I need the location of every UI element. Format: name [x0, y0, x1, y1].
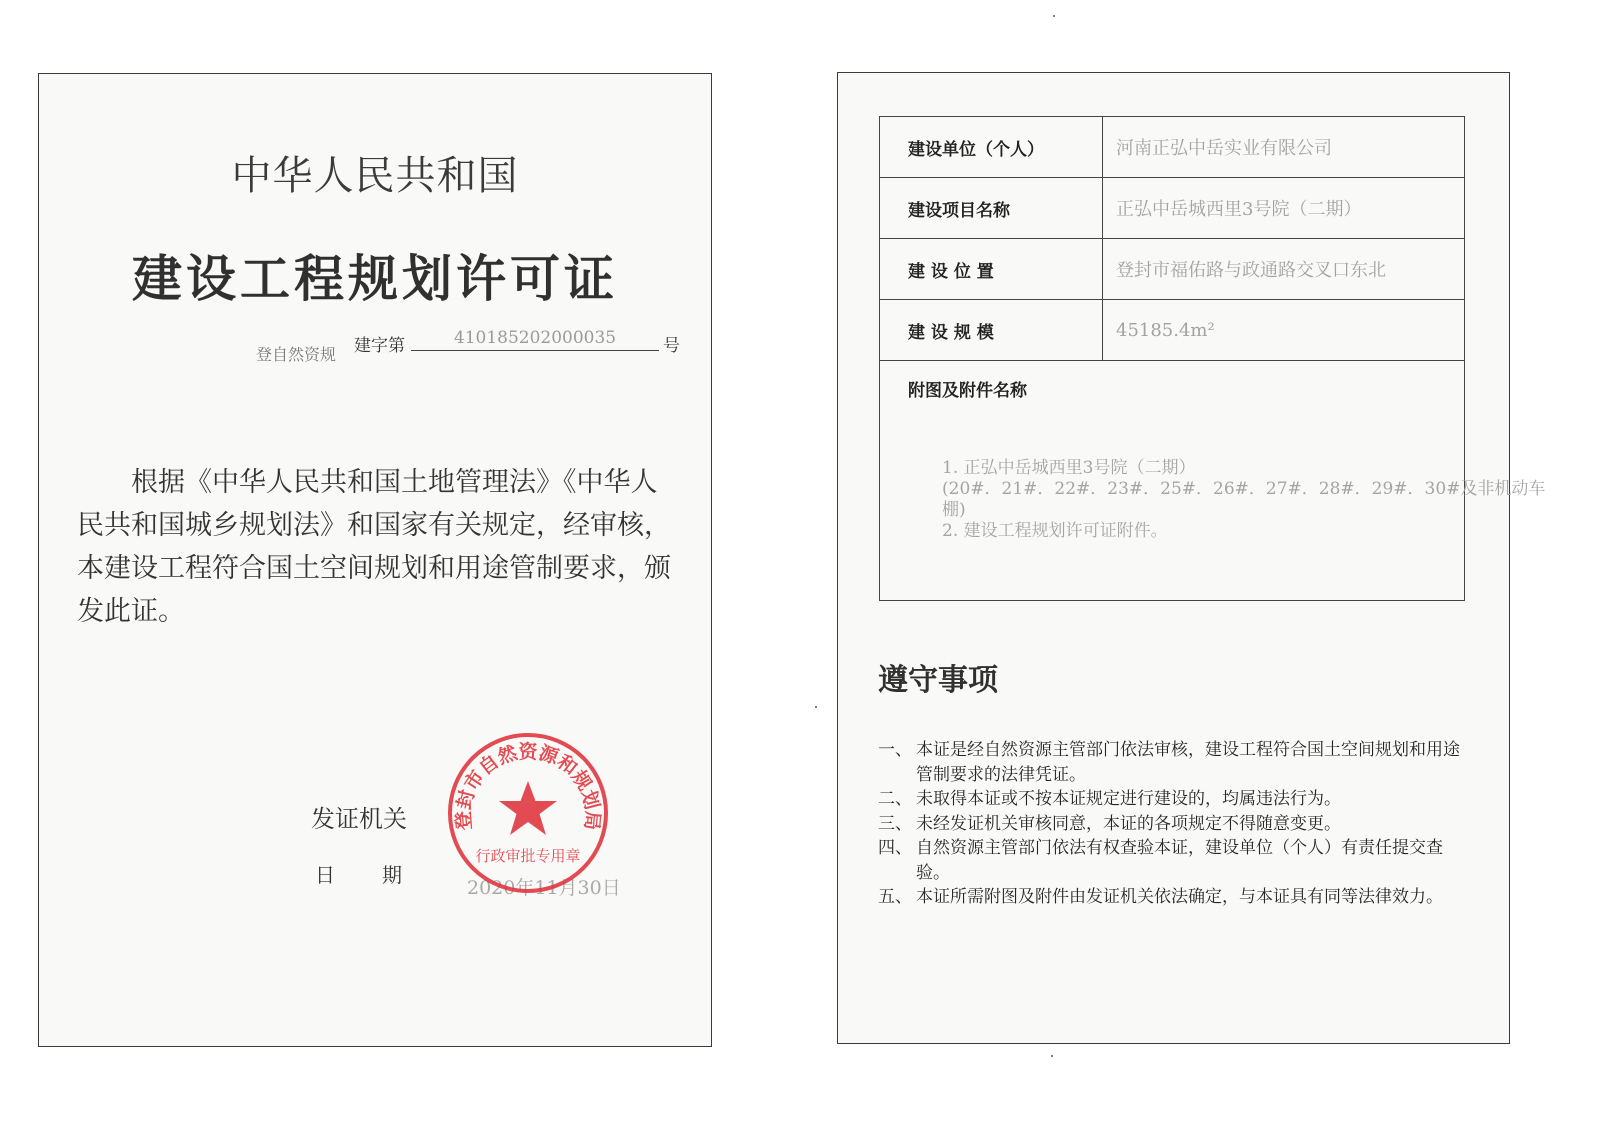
- row-label-scale: 建 设 规 模: [880, 300, 1103, 361]
- row-label-builder: 建设单位（个人）: [880, 117, 1103, 178]
- seal-star-icon: [499, 781, 557, 835]
- attachment-line: 2. 建设工程规划许可证附件。: [942, 521, 1168, 541]
- certificate-body: [77, 461, 677, 633]
- registration-suffix: 号: [663, 336, 680, 356]
- country-name: 中华人民共和国: [231, 153, 519, 199]
- registration-label: 建字第: [354, 336, 405, 356]
- attachment-line: 棚): [942, 500, 966, 520]
- project-info-table: [879, 116, 1546, 601]
- rule-number: 四、: [878, 838, 912, 858]
- attachment-line: (20#．21#．22#．23#．25#．26#．27#．28#．29#．30#及非机动车: [942, 479, 1546, 499]
- table-row: [880, 239, 1465, 300]
- rule-text: 自然资源主管部门依法有权查验本证，建设单位（个人）有责任提交查验。: [916, 838, 1443, 883]
- issue-date: 2020年11月30日: [467, 877, 621, 899]
- registration-prefix: 登自然资规: [256, 345, 337, 364]
- certificate-body-paragraph: 根据《中华人民共和国土地管理法》《中华人民共和国城乡规划法》和国家有关规定，经审核，本建设工程符合国土空间规划和用途管制要求，颁发此证。: [77, 467, 671, 627]
- rule-item: [878, 812, 1474, 837]
- date-label-first-char: 日: [315, 863, 335, 887]
- table-row: [880, 117, 1465, 178]
- rule-number: 一、: [878, 740, 912, 760]
- rules-heading: 遵守事项: [878, 663, 998, 698]
- attachments-label: 附图及附件名称: [908, 381, 1027, 401]
- table-row: [880, 300, 1465, 361]
- certificate-details-page: [837, 72, 1546, 1044]
- rule-text: 未取得本证或不按本证规定进行建设的，均属违法行为。: [916, 789, 1341, 809]
- rule-item: [878, 885, 1474, 910]
- row-label-project-name: 建设项目名称: [880, 178, 1103, 239]
- date-label-second-char: 期: [382, 863, 402, 887]
- certificate-title: 建设工程规划许可证: [132, 250, 618, 308]
- issuing-authority-label: 发证机关: [311, 805, 407, 833]
- table-row: [880, 178, 1465, 239]
- certificate-cover-page: [38, 73, 712, 1047]
- rule-item: [878, 787, 1474, 812]
- attachments-cell: [880, 361, 1546, 601]
- attachment-line: 1. 正弘中岳城西里3号院（二期）: [942, 458, 1196, 478]
- row-value-scale: 45185.4m²: [1103, 300, 1465, 361]
- row-value-location: 登封市福佑路与政通路交叉口东北: [1103, 239, 1465, 300]
- seal-authority-text: 登封市自然资源和规划局: [452, 740, 604, 831]
- row-value-builder: 河南正弘中岳实业有限公司: [1103, 117, 1465, 178]
- scan-speck: [815, 706, 817, 708]
- scan-speck: [1053, 15, 1055, 17]
- rule-number: 三、: [878, 813, 912, 834]
- table-row: [880, 361, 1465, 601]
- rule-text: 本证所需附图及附件由发证机关依法确定，与本证具有同等法律效力。: [916, 887, 1443, 907]
- rule-number: 二、: [878, 789, 912, 809]
- rule-text: 本证是经自然资源主管部门依法审核，建设工程符合国土空间规划和用途管制要求的法律凭证。: [916, 740, 1460, 785]
- attachments-list: [942, 458, 1546, 542]
- rule-item: [878, 836, 1474, 885]
- official-seal-stamp: [444, 729, 612, 897]
- scan-speck: [1051, 1055, 1053, 1057]
- row-label-location: 建 设 位 置: [880, 239, 1103, 300]
- seal-subtext: 行政审批专用章: [475, 847, 581, 865]
- rule-number: 五、: [878, 887, 912, 907]
- rules-list: [878, 738, 1474, 910]
- row-value-project-name: 正弘中岳城西里3号院（二期）: [1103, 178, 1465, 239]
- rule-text: 未经发证机关审核同意，本证的各项规定不得随意变更。: [916, 813, 1341, 834]
- rule-item: [878, 738, 1474, 787]
- registration-number: 410185202000035: [411, 328, 659, 351]
